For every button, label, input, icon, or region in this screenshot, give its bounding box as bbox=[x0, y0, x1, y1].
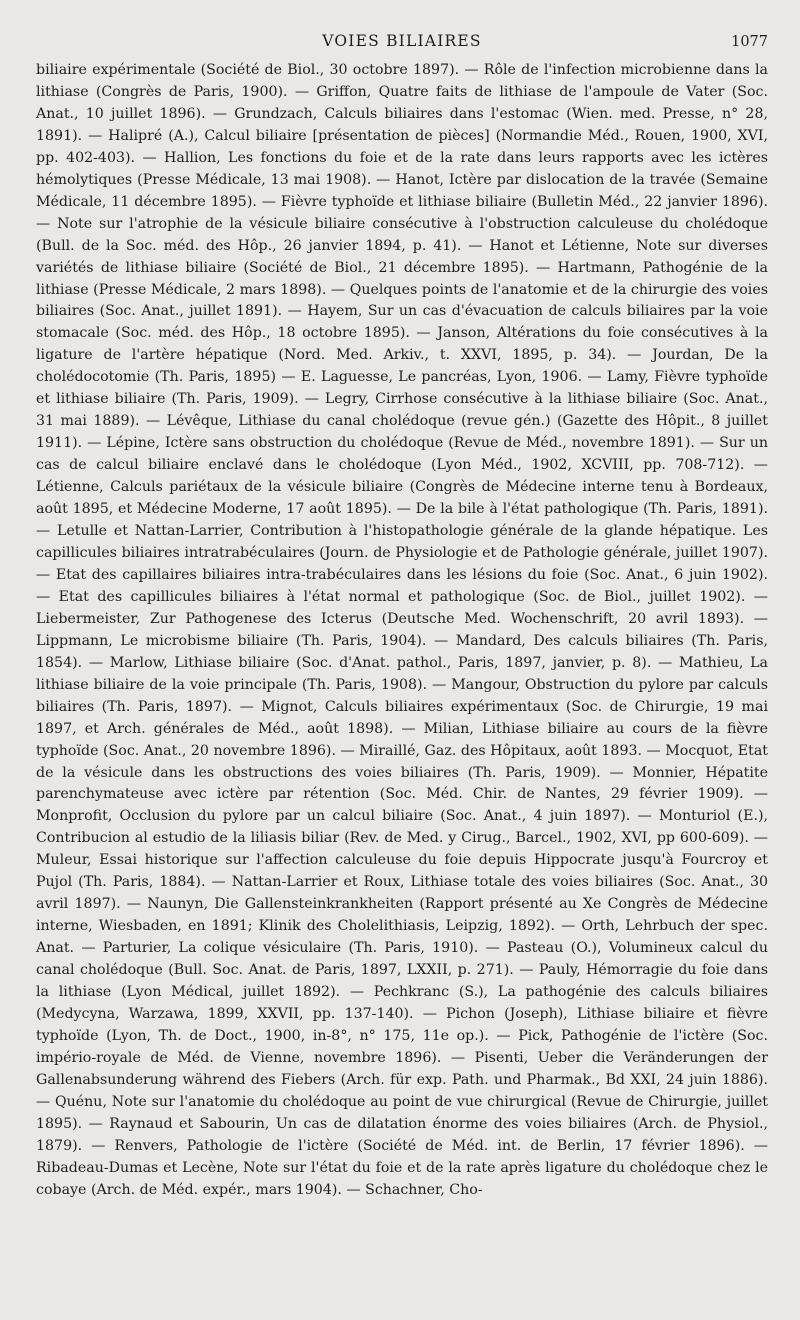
running-title: VOIES BILIAIRES bbox=[322, 32, 482, 50]
page-header bbox=[36, 26, 768, 60]
page-number: 1077 bbox=[731, 34, 768, 50]
bibliography-paragraph: biliaire expérimentale (Société de Biol., 30 octobre 1897). — Rôle de l'infection microbienne dans la lithiase (Congrès de Paris, 1900). — Griffon, Quatre faits de lithiase de l'ampoule de Vater (Soc. Anat., 10 juillet 1896). — Grundzach, Calculs biliaires dans l'estomac (Wien. med. Presse, n° 28, 1891). — Halipré (A.), Calcul biliaire [présentation de pièces] (Normandie Méd., Rouen, 1900, XVI, pp. 402-403). — Hallion, Les fonctions du foie et de la rate dans leurs rapports avec les ictères hémolytiques (Presse Médicale, 13 mai 1908). — Hanot, Ictère par dislocation de la travée (Semaine Médicale, 11 décembre 1895). — Fièvre typhoïde et lithiase biliaire (Bulletin Méd., 22 janvier 1896). — Note sur l'atrophie de la vésicule biliaire consécutive à l'obstruction calculeuse du cholédoque (Bull. de la Soc. méd. des Hôp., 26 janvier 1894, p. 41). — Hanot et Létienne, Note sur diverses variétés de lithiase biliaire (Société de Biol., 21 décembre 1895). — Hartmann, Pathogénie de la lithiase (Presse Médicale, 2 mars 1898). — Quelques points de l'anatomie et de la chirurgie des voies biliaires (Soc. Anat., juillet 1891). — Hayem, Sur un cas d'évacuation de calculs biliaires par la voie stomacale (Soc. méd. des Hôp., 18 octobre 1895). — Janson, Altérations du foie consécutives à la ligature de l'artère hépatique (Nord. Med. Arkiv., t. XXVI, 1895, p. 34). — Jourdan, De la cholédocotomie (Th. Paris, 1895) — E. Laguesse, Le pancréas, Lyon, 1906. — Lamy, Fièvre typhoïde et lithiase biliaire (Th. Paris, 1909). — Legry, Cirrhose consécutive à la lithiase biliaire (Soc. Anat., 31 mai 1889). — Lévêque, Lithiase du canal cholédoque (revue gén.) (Gazette des Hôpit., 8 juillet 1911). — Lépine, Ictère sans obstruction du cholédoque (Revue de Méd., novembre 1891). — Sur un cas de calcul biliaire enclavé dans le cholédoque (Lyon Méd., 1902, XCVIII, pp. 708-712). — Létienne, Calculs pariétaux de la vésicule biliaire (Congrès de Médecine interne tenu à Bordeaux, août 1895, et Médecine Moderne, 17 août 1895). — De la bile à l'état pathologique (Th. Paris, 1891). — Letulle et Nattan-Larrier, Contribution à l'histopathologie générale de la glande hépatique. Les capillicules biliaires intratrabéculaires (Journ. de Physiologie et de Pathologie générale, juillet 1907). — Etat des capillaires biliaires intra-trabéculaires dans les lésions du foie (Soc. Anat., 6 juin 1902). — Etat des capillicules biliaires à l'état normal et pathologique (Soc. de Biol., juillet 1902). — Liebermeister, Zur Pathogenese des Icterus (Deutsche Med. Wochenschrift, 20 avril 1893). — Lippmann, Le microbisme biliaire (Th. Paris, 1904). — Mandard, Des calculs biliaires (Th. Paris, 1854). — Marlow, Lithiase biliaire (Soc. d'Anat. pathol., Paris, 1897, janvier, p. 8). — Mathieu, La lithiase biliaire de la voie principale (Th. Paris, 1908). — Mangour, Obstruction du pylore par calculs biliaires (Th. Paris, 1897). — Mignot, Calculs biliaires expérimentaux (Soc. de Chirurgie, 19 mai 1897, et Arch. générales de Méd., août 1898). — Milian, Lithiase biliaire au cours de la fièvre typhoïde (Soc. Anat., 20 novembre 1896). — Miraillé, Gaz. des Hôpitaux, août 1893. — Mocquot, Etat de la vésicule dans les obstructions des voies biliaires (Th. Paris, 1909). — Monnier, Hépatite parenchymateuse avec ictère par rétention (Soc. Méd. Chir. de Nantes, 29 février 1909). — Monprofit, Occlusion du pylore par un calcul biliaire (Soc. Anat., 4 juin 1897). — Monturiol (E.), Contribucion al estudio de la liliasis biliar (Rev. de Med. y Cirug., Barcel., 1902, XVI, pp 600-609). — Muleur, Essai historique sur l'affection calculeuse du foie depuis Hippocrate jusqu'à Fourcroy et Pujol (Th. Paris, 1884). — Nattan-Larrier et Roux, Lithiase totale des voies biliaires (Soc. Anat., 30 avril 1897). — Naunyn, Die Gallensteinkrankheiten (Rapport présenté au Xe Congrès de Médecine interne, Wiesbaden, en 1891; Klinik des Cholelithiasis, Leipzig, 1892). — Orth, Lehrbuch der spec. Anat. — Parturier, La colique vésiculaire (Th. Paris, 1910). — Pasteau (O.), Volumineux calcul du canal cholédoque (Bull. Soc. Anat. de Paris, 1897, LXXII, p. 271). — Pauly, Hémorragie du foie dans la lithiase (Lyon Médical, juillet 1892). — Pechkranc (S.), La pathogénie des calculs biliaires (Medycyna, Warzawa, 1899, XXVII, pp. 137-140). — Pichon (Joseph), Lithiase biliaire et fièvre typhoïde (Lyon, Th. de Doct., 1900, in-8°, n° 175, 11e op.). — Pick, Pathogénie de l'ictère (Soc. império-royale de Méd. de Vienne, novembre 1896). — Pisenti, Ueber die Veränderungen der Gallenabsunderung während des Fiebers (Arch. für exp. Path. und Pharmak., Bd XXI, 24 juin 1886). — Quénu, Note sur l'anatomie du cholédoque au point de vue chirurgical (Revue de Chirurgie, juillet 1895). — Raynaud et Sabourin, Un cas de dilatation énorme des voies biliaires (Arch. de Physiol., 1879). — Renvers, Pathologie de l'ictère (Société de Méd. int. de Berlin, 17 février 1896). — Ribadeau-Dumas et Lecène, Note sur l'état du foie et de la rate après ligature du cholédoque chez le cobaye (Arch. de Méd. expér., mars 1904). — Schachner, Cho- bbox=[36, 62, 768, 1198]
bibliography-text bbox=[36, 60, 768, 1202]
